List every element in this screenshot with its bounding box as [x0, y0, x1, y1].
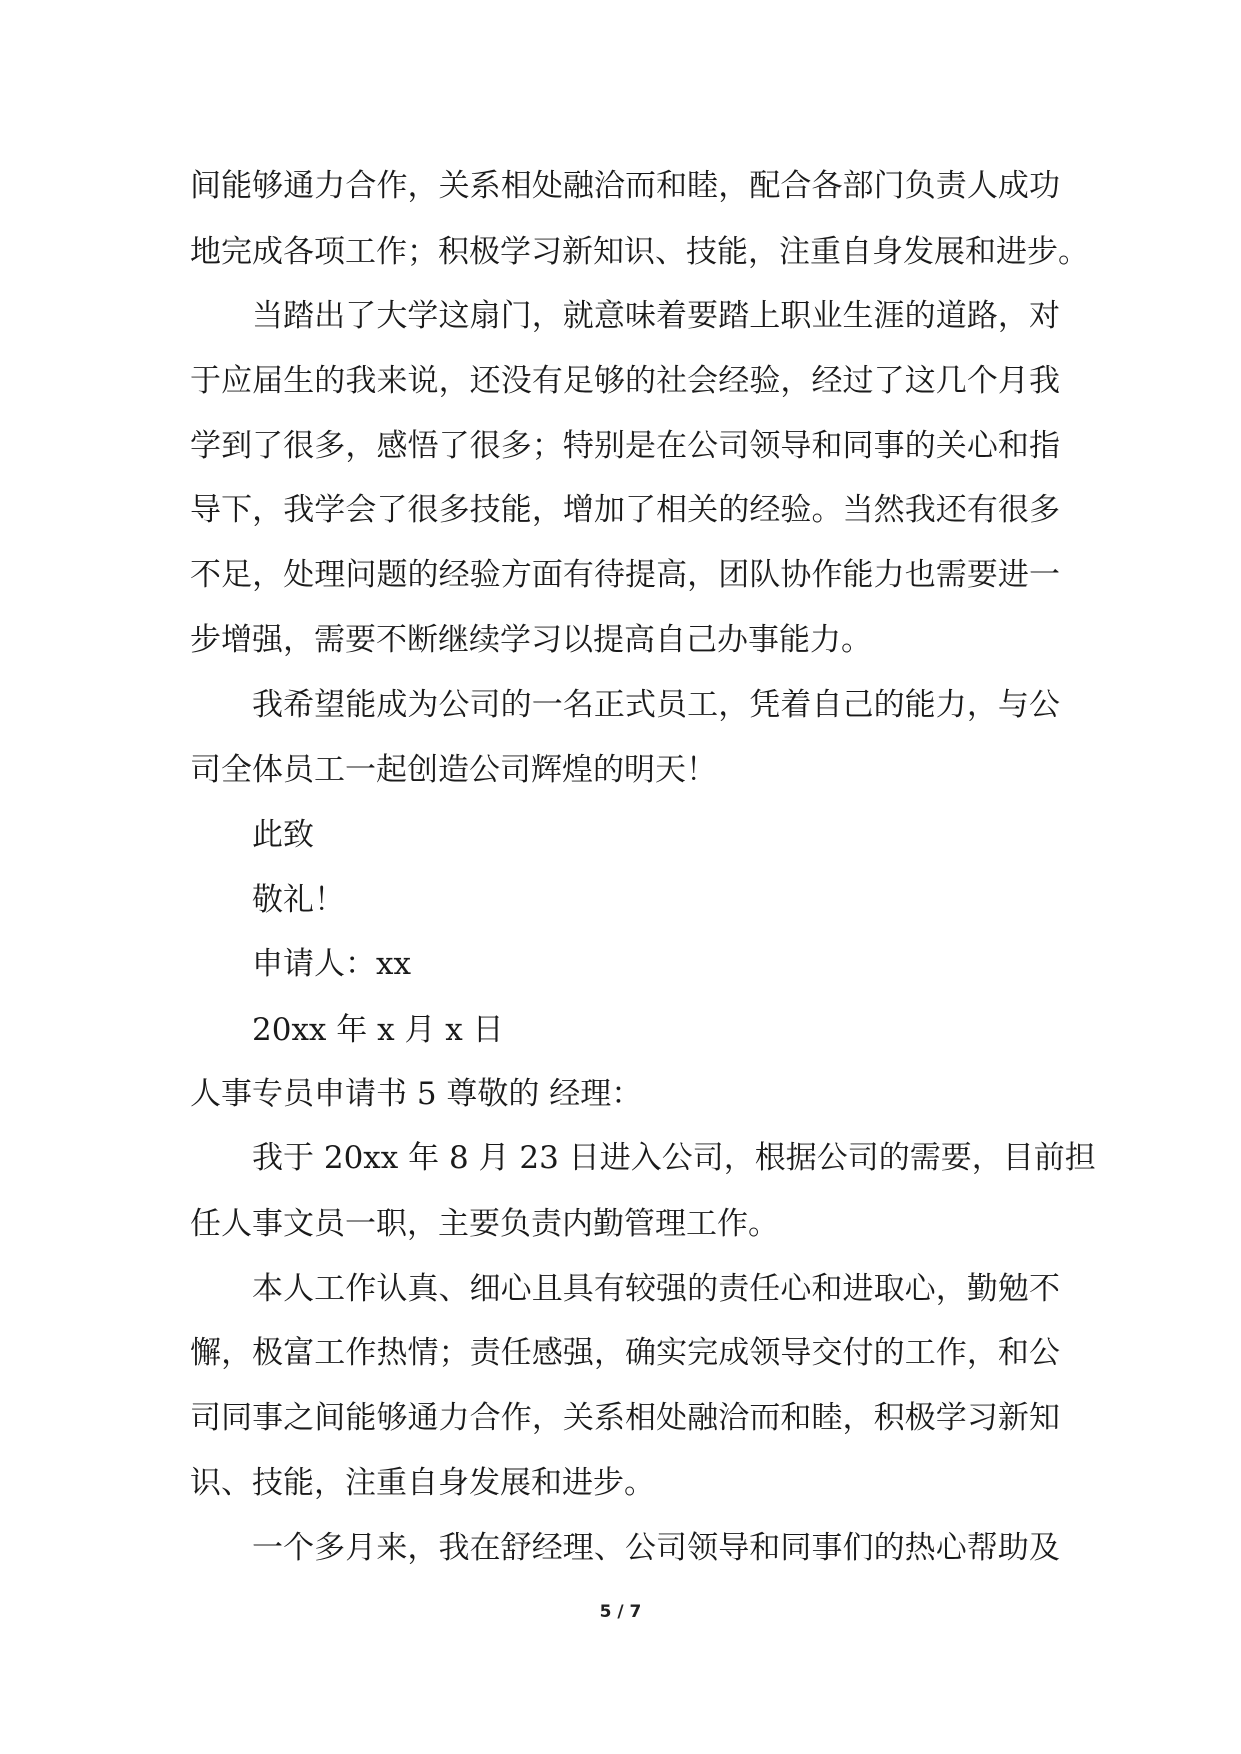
paragraph-start-line: 我于 20xx 年 8 月 23 日进入公司，根据公司的需要，目前担 — [252, 1140, 1096, 1176]
text-line: 步增强，需要不断继续学习以提高自己办事能力。 — [190, 622, 872, 658]
text-line: 于应届生的我来说，还没有足够的社会经验，经过了这几个月我 — [190, 363, 1060, 399]
text-line: 任人事文员一职，主要负责内勤管理工作。 — [190, 1206, 779, 1242]
salutation-line: 敬礼！ — [252, 882, 345, 918]
text-line: 地完成各项工作；积极学习新知识、技能，注重自身发展和进步。 — [190, 234, 1089, 270]
applicant-line: 申请人：xx — [252, 946, 411, 982]
text-line: 懈，极富工作热情；责任感强，确实完成领导交付的工作，和公 — [190, 1335, 1060, 1371]
text-line: 学到了很多，感悟了很多；特别是在公司领导和同事的关心和指 — [190, 428, 1060, 464]
paragraph-start-line: 当踏出了大学这扇门，就意味着要踏上职业生涯的道路，对 — [252, 298, 1060, 334]
paragraph-start-line: 我希望能成为公司的一名正式员工，凭着自己的能力，与公 — [252, 687, 1060, 723]
date-line: 20xx 年 x 月 x 日 — [252, 1012, 504, 1048]
text-line: 司同事之间能够通力合作，关系相处融洽而和睦，积极学习新知 — [190, 1400, 1060, 1436]
text-line: 导下，我学会了很多技能，增加了相关的经验。当然我还有很多 — [190, 492, 1060, 528]
paragraph-start-line: 本人工作认真、细心且具有较强的责任心和进取心，勤勉不 — [252, 1271, 1060, 1307]
text-line: 不足，处理问题的经验方面有待提高，团队协作能力也需要进一 — [190, 557, 1060, 593]
section-heading-line: 人事专员申请书 5 尊敬的 经理： — [190, 1076, 643, 1112]
text-line: 间能够通力合作，关系相处融洽而和睦，配合各部门负责人成功 — [190, 168, 1060, 204]
closing-line: 此致 — [252, 817, 314, 853]
text-line: 识、技能，注重自身发展和进步。 — [190, 1465, 655, 1501]
paragraph-start-line: 一个多月来，我在舒经理、公司领导和同事们的热心帮助及 — [252, 1530, 1060, 1566]
page-number: 5 / 7 — [599, 1602, 642, 1622]
text-line: 司全体员工一起创造公司辉煌的明天！ — [190, 752, 717, 788]
